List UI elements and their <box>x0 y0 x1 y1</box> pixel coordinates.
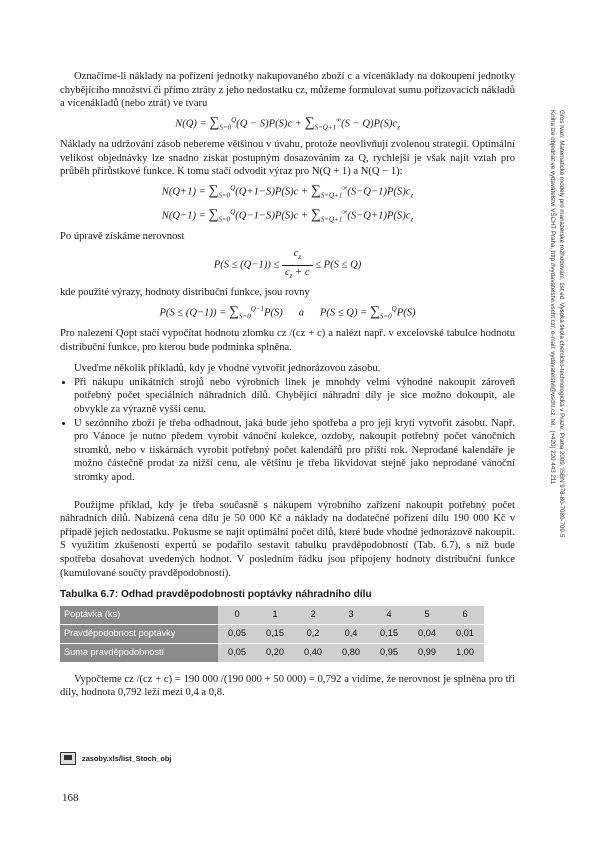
example-list <box>60 376 515 485</box>
table-cell: 4 <box>370 606 408 625</box>
equation-n-plus: $N(Q+1) = \sum_{S=0}^Q(Q+1-S)P(S)c + \sum_{S=Q+1}^\infty(S-Q-1)P(S)c_z$ <box>161 183 414 200</box>
file-reference: zasoby.xls/list_Stoch_obj <box>82 754 172 763</box>
table-row <box>60 606 484 625</box>
side-note-line-2: Kniha lze objednat ve vydavatelství VŠCHT Praha, http://vydavatelstvi.vscht.cz/, e-mail: vydavatelstvi@vscht.cz, tel.: (+420) 220 443 211 <box>549 110 556 485</box>
table-cell: 0,40 <box>294 643 332 662</box>
table-cell: 0,01 <box>446 624 484 643</box>
page-number: 168 <box>62 792 79 804</box>
list-item: • U sezónního zboží je třeba odhadnout, jaká bude jeho spotřeba a pro její krytí vytvořit zásobu. Např. pro Vánoce je nutno předem vyrobit vánoční kolekce, ozdoby, nakoupit potřebný počet vánočních stromků, nebo v tiskárnách vyrobit potřebný počet kalendářů pro příští rok. Neprodané kalendáře je možno částečně prodat za nižší cenu, ale většinu je třeba likvidovat stejně jako neprodané vánoční stromky apod. <box>74 417 515 485</box>
paragraph-1: Označíme-li náklady na pořízení jednotky nakupovaného zboží c a vícenáklady na dokoupení jednotky chybějícího množství či přímo ztráty z jeho nedostatku cz, můžeme formulovat sumu pořizovacích nákladů a vícenákladů (nebo ztrát) ve tvaru <box>60 71 515 110</box>
table-cell: 0,4 <box>332 624 370 643</box>
paragraph-5: Pro nalezení Qopt stačí vypočítat hodnotu zlomku cz /(cz + c) a nalézt např. v excelovské tabulce hodnotu distribuční funkce, pro kterou bude podmínka splněna. <box>60 328 515 353</box>
table-cell: 0,05 <box>218 624 256 643</box>
table-cell: 0,80 <box>332 643 370 662</box>
table-cell: 0,05 <box>218 643 256 662</box>
table-cell: 0,2 <box>294 624 332 643</box>
body-text <box>60 70 515 700</box>
side-note-line-1: Gros Ivan: Matematické modely pro manažerské rozhodování, 1st ed. Vysoká škola chemicko-technologická v Praze, Praha 2009, ISBN 978-80-7080-709-5 <box>558 110 565 538</box>
table-cell: 1 <box>256 606 294 625</box>
table-row <box>60 624 484 643</box>
probability-table <box>60 606 484 663</box>
paragraph-6: Uveďme několik příkladů, kdy je vhodné vytvořit jednorázovou zásobu. <box>74 363 381 375</box>
equation-distribution: $P(S \le (Q-1)) = \sum_{S=0}^{Q-1}P(S)$ a $P(S \le Q) = \sum_{S=0}^QP(S)$ <box>159 304 416 321</box>
equation-cost: $N(Q) = \sum_{S=0}^Q(Q - S)P(S)c + \sum_{S=Q+1}^\infty(S - Q)P(S)c_z$ <box>175 115 400 132</box>
table-cell: 0 <box>218 606 256 625</box>
table-cell: 3 <box>332 606 370 625</box>
spreadsheet-icon <box>60 752 76 765</box>
list-item: • Při nákupu unikátních strojů nebo výrobních linek je mnohdy velmi výhodné nakoupit zároveň potřebný počet speciálních náhradních dílů. Chybějící náhradní díly je sice možno dokoupit, ale obvykle za výrazně vyšší cenu. <box>74 376 515 417</box>
table-cell: 0,15 <box>256 624 294 643</box>
table-cell: 0,15 <box>370 624 408 643</box>
row-label: Poptávka (ks) <box>60 606 218 625</box>
table-caption: Tabulka 6.7: Odhad pravděpodobnosti poptávky náhradního dílu <box>60 589 372 601</box>
table-cell: 0,99 <box>408 643 446 662</box>
side-note <box>520 110 566 570</box>
table-cell: 1,00 <box>446 643 484 662</box>
paragraph-3: Po úpravě získáme nerovnost <box>60 231 185 243</box>
row-label: Pravděpodobnost poptávky <box>60 624 218 643</box>
table-cell: 5 <box>408 606 446 625</box>
equation-n-minus: $N(Q-1) = \sum_{S=0}^Q(Q-1-S)P(S)c + \sum_{S=Q+1}^\infty(S-Q+1)P(S)c_z$ <box>161 207 414 224</box>
table-cell: 0,04 <box>408 624 446 643</box>
table-cell: 2 <box>294 606 332 625</box>
equation-inequality: P(S ≤ (Q−1)) ≤ $\frac{c_z}{c_z + c}$ ≤ P(S ≤ Q) <box>213 247 362 280</box>
paragraph-8: Vypočteme cz /(cz + c) = 190 000 /(190 000 + 50 000) = 0,792 a vidíme, že nerovnost je splněna pro tři díly, hodnota 0,792 leží mezi 0,4 a 0,8. <box>60 673 515 699</box>
table-cell: 0,95 <box>370 643 408 662</box>
paragraph-4: kde použité výrazy, hodnoty distribuční funkce, jsou rovny <box>60 287 310 299</box>
row-label: Suma pravděpodobností <box>60 643 218 662</box>
table-cell: 0,20 <box>256 643 294 662</box>
table-row <box>60 643 484 662</box>
paragraph-7: Použijme příklad, kdy je třeba současně s nákupem výrobního zařízení nakoupit potřebný počet náhradních dílů. Nabízená cena dílu je 50 000 Kč a náklady na dodatečné pořízení dílu 190 000 Kč v případě jejich nedostatku. Pokusme se najít optimální počet dílů, které bude vhodné jednorázově nakoupit. S využitím zkušeností expertů se podařilo sestavit tabulku pravděpodobností (Tab. 6.7), s níž bude spotřeba dosahovat uvedených hodnot. V posledním řádku jsou připojeny hodnoty distribuční funkce (kumulované součty pravděpodobností). <box>60 499 515 579</box>
table-cell: 6 <box>446 606 484 625</box>
paragraph-2: Náklady na udržování zásob nebereme většinou v úvahu, protože neovlivňují zvolenou strategii. Optimální velikost objednávky lze snadno získat postupným dosazováním za Q, rychlejší je však najít vztah pro průběh přírůstkové funkce. K tomu stačí odvodit výraz pro N(Q + 1) a N(Q − 1): <box>60 139 515 178</box>
